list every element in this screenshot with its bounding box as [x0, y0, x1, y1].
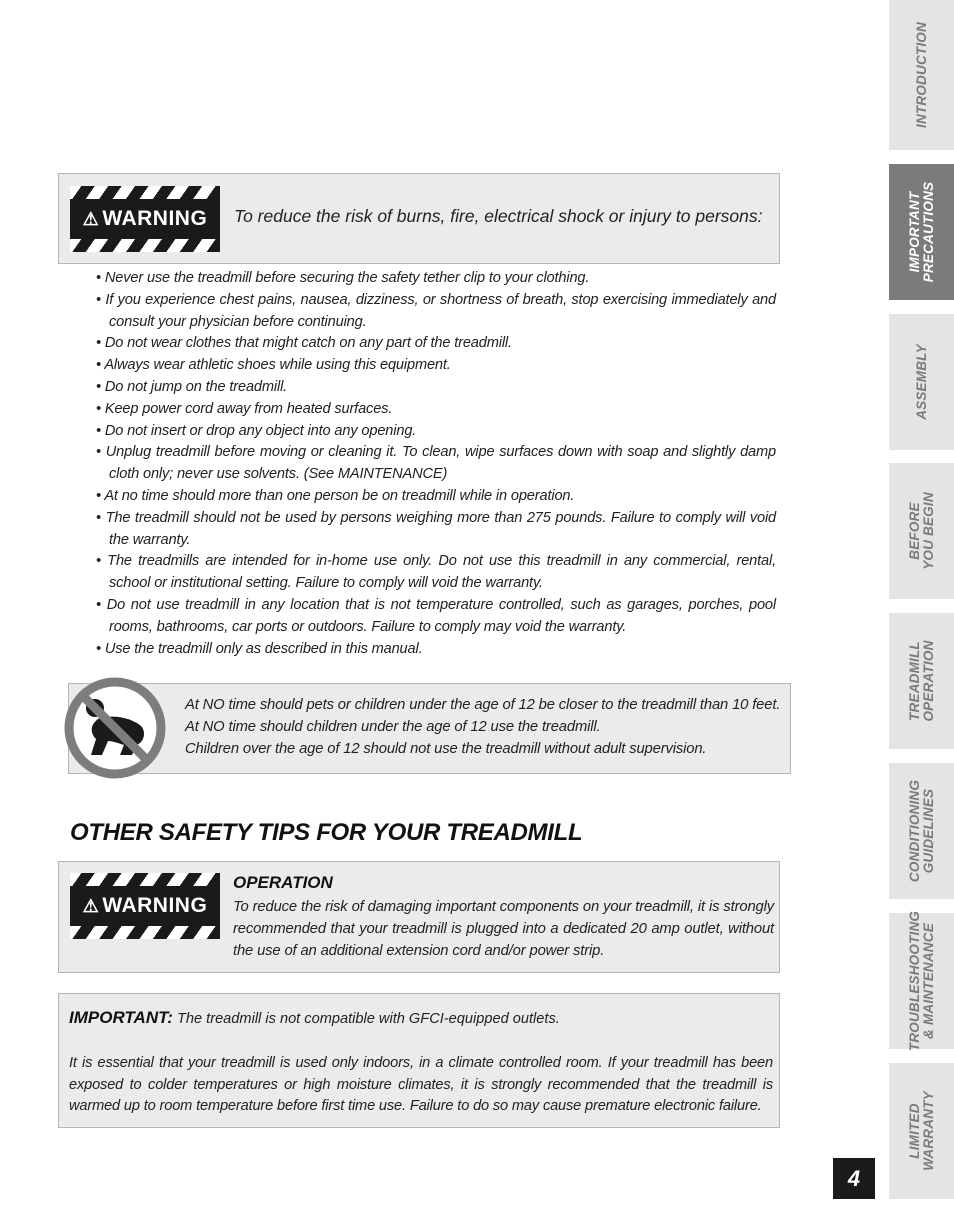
list-item: • Never use the treadmill before securing the safety tether clip to your clothing. — [96, 270, 590, 286]
operation-text: To reduce the risk of damaging important components on your treadmill, it is strongly recommended that your treadmill is plugged into a dedicated 20 amp outlet, without the use of an additional extension cord and/or power strip. — [233, 899, 774, 959]
hazard-stripes-bottom — [70, 239, 220, 252]
hazard-stripes-top — [70, 186, 220, 199]
warning-box-1 — [58, 173, 780, 264]
sidebar-tab-label: ASSEMBLY — [913, 344, 929, 420]
list-item: • Do not insert or drop any object into any opening. — [96, 422, 417, 439]
sidebar-tab-limited-warranty[interactable] — [889, 1063, 954, 1199]
operation-subheading: OPERATION — [233, 873, 333, 892]
list-item: • Do not use treadmill in any location that is not temperature controlled, such as garages, porches, pool rooms, bathrooms, car ports or outdoors. Failure to comply may void the warranty. — [96, 596, 776, 635]
sidebar-tab-label: LIMITED WARRANTY — [906, 1091, 936, 1171]
warning-badge-label: WARNING — [102, 207, 208, 230]
warning-text: To reduce the risk of burns, fire, electrical shock or injury to persons: — [234, 206, 763, 226]
hazard-stripes-bottom — [70, 926, 220, 939]
list-item: • Always wear athletic shoes while using this equipment. — [96, 357, 451, 374]
sidebar-tab-label: CONDITIONING GUIDELINES — [906, 779, 936, 883]
sidebar-tab-before-you-begin[interactable] — [889, 463, 954, 599]
important-note — [69, 1007, 769, 1030]
sidebar-tab-label: INTRODUCTION — [913, 22, 929, 128]
sidebar-tab-assembly[interactable] — [889, 314, 954, 450]
hazard-stripes-top — [70, 873, 220, 886]
list-item: • At no time should more than one person be on treadmill while in operation. — [96, 487, 575, 504]
list-item: • Do not wear clothes that might catch on any part of the treadmill. — [96, 335, 512, 352]
safety-bullet-list — [96, 268, 776, 660]
sidebar-tab-treadmill-operation[interactable] — [889, 613, 954, 749]
sidebar-tab-introduction[interactable] — [889, 0, 954, 150]
child-safety-line: At NO time should pets or children under the age of 12 be closer to the treadmill than 10 feet. — [185, 697, 781, 713]
child-safety-box — [68, 683, 791, 774]
important-paragraph: It is essential that your treadmill is used only indoors, in a climate controlled room. If your treadmill has been exposed to colder temperatures or high moisture climates, it is strongly recommended that the treadmill is warmed up to room temperature before first time use. Failure to do so may cause premature electronic failure. — [69, 1055, 773, 1114]
no-children-icon — [62, 675, 168, 781]
list-item: • Do not jump on the treadmill. — [96, 378, 288, 395]
sidebar-tab-conditioning-guidelines[interactable] — [889, 763, 954, 899]
sidebar-tab-label: TROUBLESHOOTING & MAINTENANCE — [906, 910, 936, 1052]
list-item: • Unplug treadmill before moving or cleaning it. To clean, wipe surfaces down with soap and slightly damp cloth only; never use solvents. (See MAINTENANCE) — [96, 444, 776, 483]
section-heading: OTHER SAFETY TIPS FOR YOUR TREADMILL — [70, 819, 583, 846]
warning-badge-label: WARNING — [102, 894, 208, 917]
important-label: IMPORTANT: — [69, 1008, 173, 1027]
important-text: The treadmill is not compatible with GFCI-equipped outlets. — [176, 1011, 560, 1027]
warning-badge — [70, 873, 220, 939]
sidebar-tab-important-precautions[interactable] — [889, 164, 954, 300]
important-box — [58, 993, 780, 1128]
list-item: • If you experience chest pains, nausea, dizziness, or shortness of breath, stop exercising immediately and consult your physician before continuing. — [96, 291, 776, 330]
list-item: • The treadmill should not be used by persons weighing more than 275 pounds. Failure to comply will void the warranty. — [96, 509, 776, 548]
child-safety-line: At NO time should children under the age of 12 use the treadmill. — [185, 719, 601, 735]
list-item: • The treadmills are intended for in-home use only. Do not use this treadmill in any commercial, rental, school or institutional setting. Failure to comply will void the warranty. — [96, 553, 776, 592]
warning-box-2 — [58, 861, 780, 973]
warning-triangle-icon: ⚠ — [82, 209, 100, 229]
warning-badge — [70, 186, 220, 252]
sidebar-tab-troubleshooting-maintenance[interactable] — [889, 910, 954, 1052]
child-safety-text — [185, 694, 785, 760]
child-safety-line: Children over the age of 12 should not use the treadmill without adult supervision. — [185, 741, 707, 757]
sidebar-tab-label: IMPORTANT PRECAUTIONS — [906, 181, 936, 283]
sidebar-tab-label: TREADMILL OPERATION — [906, 640, 936, 722]
sidebar-tab-label: BEFORE YOU BEGIN — [906, 492, 936, 570]
list-item: • Keep power cord away from heated surfaces. — [96, 400, 393, 417]
warning-triangle-icon: ⚠ — [82, 896, 100, 916]
list-item: • Use the treadmill only as described in this manual. — [96, 640, 423, 657]
page-number: 4 — [833, 1158, 875, 1199]
